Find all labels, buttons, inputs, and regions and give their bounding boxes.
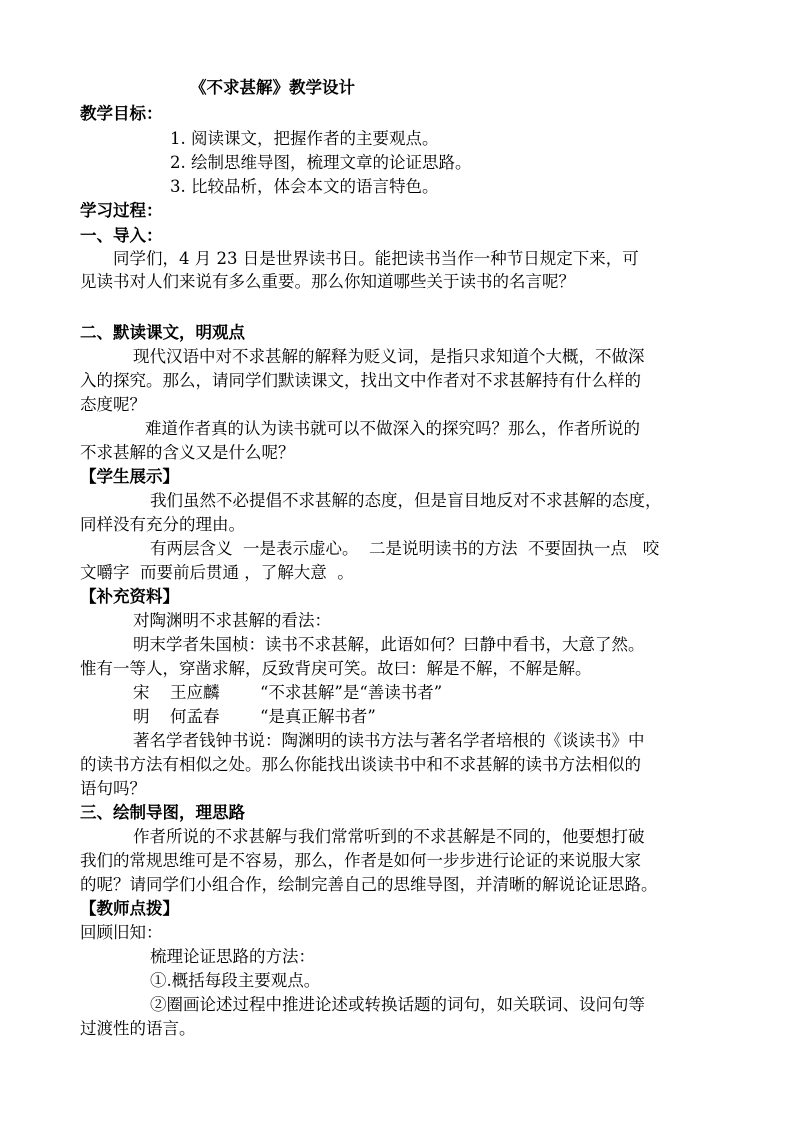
goal-item: 3. 比较品析，体会本文的语言特色。 bbox=[170, 177, 439, 196]
quote-author: 何孟春 bbox=[170, 707, 220, 726]
paragraph-line: 作者所说的不求甚解与我们常常听到的不求甚解是不同的，他要想打破 bbox=[133, 827, 645, 846]
paragraph-line: 入的探究。那么，请同学们默读课文，找出文中作者对不求甚解持有什么样的 bbox=[80, 371, 641, 390]
paragraph-line: 回顾旧知： bbox=[80, 923, 163, 942]
process-heading: 学习过程： bbox=[80, 201, 163, 220]
paragraph-line: 有两层含义 一是表示虚心。 二是说明读书的方法 不要固执一点 咬 bbox=[150, 539, 660, 558]
quote-text: “不求甚解”是“善读书者” bbox=[260, 683, 443, 702]
paragraph-line: 现代汉语中对不求甚解的解释为贬义词，是指只求知道个大概，不做深 bbox=[133, 347, 645, 366]
paragraph-line: 惟有一等人，穿凿求解，反致背戾可笑。故曰：解是不解，不解是解。 bbox=[80, 659, 592, 678]
paragraph-line: ①.概括每段主要观点。 bbox=[150, 971, 321, 990]
goal-item: 2. 绘制思维导图，梳理文章的论证思路。 bbox=[170, 153, 472, 172]
quote-dynasty: 宋 bbox=[133, 683, 150, 702]
section1-heading: 一、导入： bbox=[80, 226, 163, 245]
student-show-heading: 【学生展示】 bbox=[80, 467, 179, 486]
paragraph-line: 梳理论证思路的方法： bbox=[150, 947, 315, 966]
paragraph-line: 的读书方法有相似之处。那么你能找出谈读书中和不求甚解的读书方法相似的 bbox=[80, 755, 641, 774]
paragraph-line: 同样没有充分的理由。 bbox=[80, 515, 245, 534]
paragraph-line: 文嚼字 而要前后贯通 ，了解大意 。 bbox=[80, 563, 354, 582]
section3-heading: 三、绘制导图，理思路 bbox=[80, 803, 245, 822]
quote-author: 王应麟 bbox=[170, 683, 220, 702]
paragraph-line: 同学们，4 月 23 日是世界读书日。能把读书当作一种节日规定下来，可 bbox=[113, 249, 639, 268]
paragraph-line: 过渡性的语言。 bbox=[80, 1019, 196, 1038]
paragraph-line: 的呢？请同学们小组合作，绘制完善自己的思维导图，并清晰的解说论证思路。 bbox=[80, 875, 658, 894]
paragraph-line: ②圈画论述过程中推进论述或转换话题的词句，如关联词、设问句等 bbox=[150, 995, 645, 1014]
quote-dynasty: 明 bbox=[133, 707, 150, 726]
page-title: 《不求甚解》教学设计 bbox=[190, 78, 355, 97]
paragraph-line: 我们的常规思维可是不容易，那么，作者是如何一步步进行论证的来说服大家 bbox=[80, 851, 641, 870]
paragraph-line: 明末学者朱国桢：读书不求甚解，此语如何？曰静中看书，大意了然。 bbox=[133, 635, 645, 654]
paragraph-line: 对陶渊明不求甚解的看法： bbox=[133, 611, 331, 630]
section2-heading: 二、默读课文，明观点 bbox=[80, 323, 245, 342]
paragraph-line: 我们虽然不必提倡不求甚解的态度，但是盲目地反对不求甚解的态度， bbox=[150, 491, 662, 510]
teacher-guide-heading: 【教师点拨】 bbox=[80, 899, 179, 918]
paragraph-line: 语句吗？ bbox=[80, 779, 146, 798]
goal-item: 1. 阅读课文，把握作者的主要观点。 bbox=[170, 129, 439, 148]
paragraph-line: 著名学者钱钟书说：陶渊明的读书方法与著名学者培根的《谈读书》中 bbox=[133, 731, 645, 750]
supplement-heading: 【补充资料】 bbox=[80, 587, 179, 606]
paragraph-line: 见读书对人们来说有多么重要。那么你知道哪些关于读书的名言呢？ bbox=[80, 272, 575, 291]
paragraph-line: 难道作者真的认为读书就可以不做深入的探究吗？那么，作者所说的 bbox=[145, 419, 640, 438]
paragraph-line: 不求甚解的含义又是什么呢？ bbox=[80, 443, 295, 462]
goals-heading: 教学目标： bbox=[80, 104, 163, 123]
paragraph-line: 态度呢？ bbox=[80, 395, 146, 414]
quote-text: “是真正解书者” bbox=[260, 707, 376, 726]
